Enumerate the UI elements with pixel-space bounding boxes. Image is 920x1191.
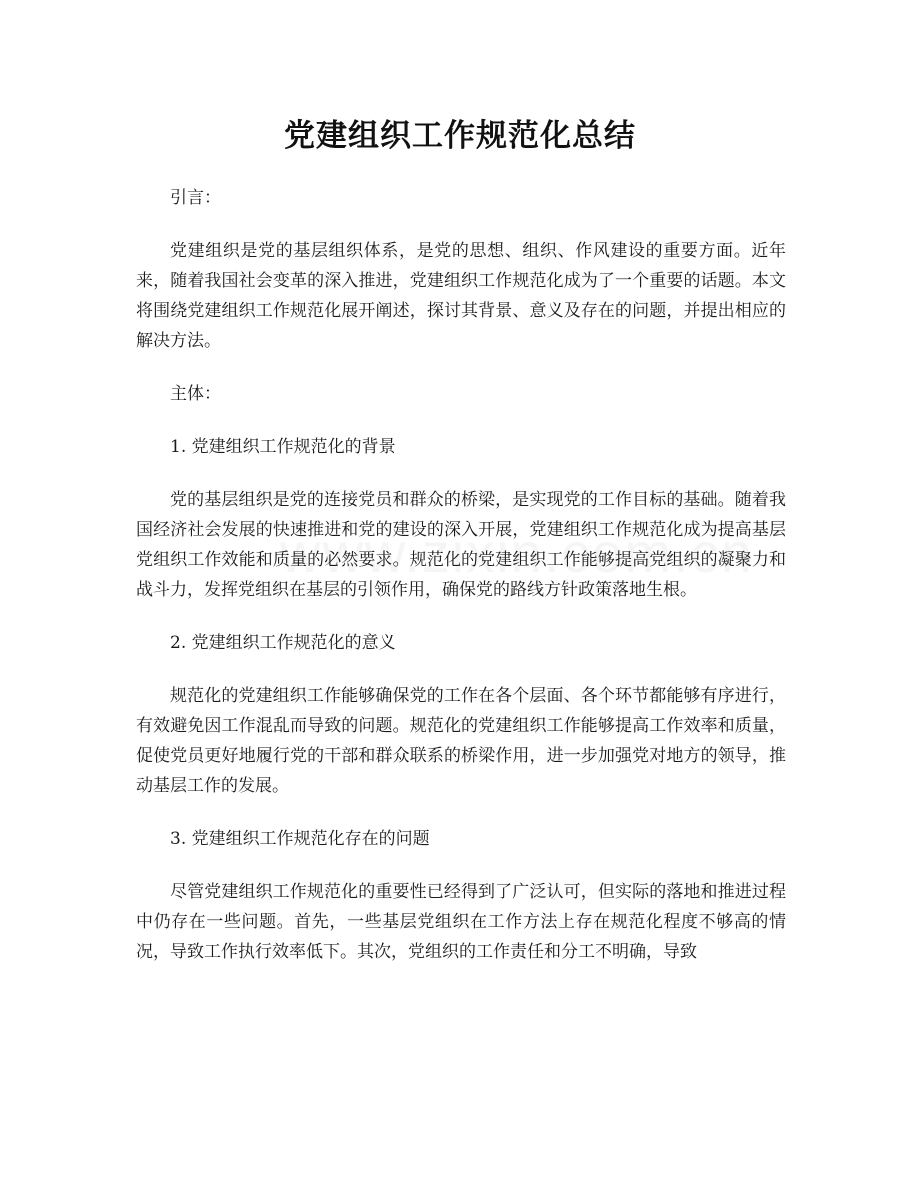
intro-label: 引言： (170, 188, 221, 208)
section-heading-background: 1. 党建组织工作规范化的背景 (170, 437, 396, 457)
document-title: 党建组织工作规范化总结 (284, 118, 636, 154)
intro-paragraph: 党建组织是党的基层组织体系，是党的思想、组织、作风建设的重要方面。近年来，随着我国社会变革的深入推进，党建组织工作规范化成为了一个重要的话题。本文将围绕党建组织工作规范化展开阐述，探讨其背景、意义及存在的问题，并提出相应的解决方法。 (136, 241, 786, 351)
problems-paragraph: 尽管党建组织工作规范化的重要性已经得到了广泛认可，但实际的落地和推进过程中仍存在一些问题。首先，一些基层党组织在工作方法上存在规范化程度不够高的情况，导致工作执行效率低下。其次，党组织的工作责任和分工不明确，导致 (136, 882, 786, 962)
significance-paragraph: 规范化的党建组织工作能够确保党的工作在各个层面、各个环节都能够有序进行，有效避免因工作混乱而导致的问题。规范化的党建组织工作能够提高工作效率和质量，促使党员更好地履行党的干部和群众联系的桥梁作用，进一步加强党对地方的领导，推动基层工作的发展。 (136, 686, 786, 796)
section-heading-significance: 2. 党建组织工作规范化的意义 (170, 633, 396, 653)
document-body (136, 183, 786, 990)
body-label: 主体： (170, 384, 221, 404)
background-paragraph: 党的基层组织是党的连接党员和群众的桥梁，是实现党的工作目标的基础。随着我国经济社会发展的快速推进和党的建设的深入开展，党建组织工作规范化成为提高基层党组织工作效能和质量的必然要求。规范化的党建组织工作能够提高党组织的凝聚力和战斗力，发挥党组织在基层的引领作用，确保党的路线方针政策落地生根。 (136, 490, 786, 600)
section-heading-problems: 3. 党建组织工作规范化存在的问题 (170, 829, 430, 849)
